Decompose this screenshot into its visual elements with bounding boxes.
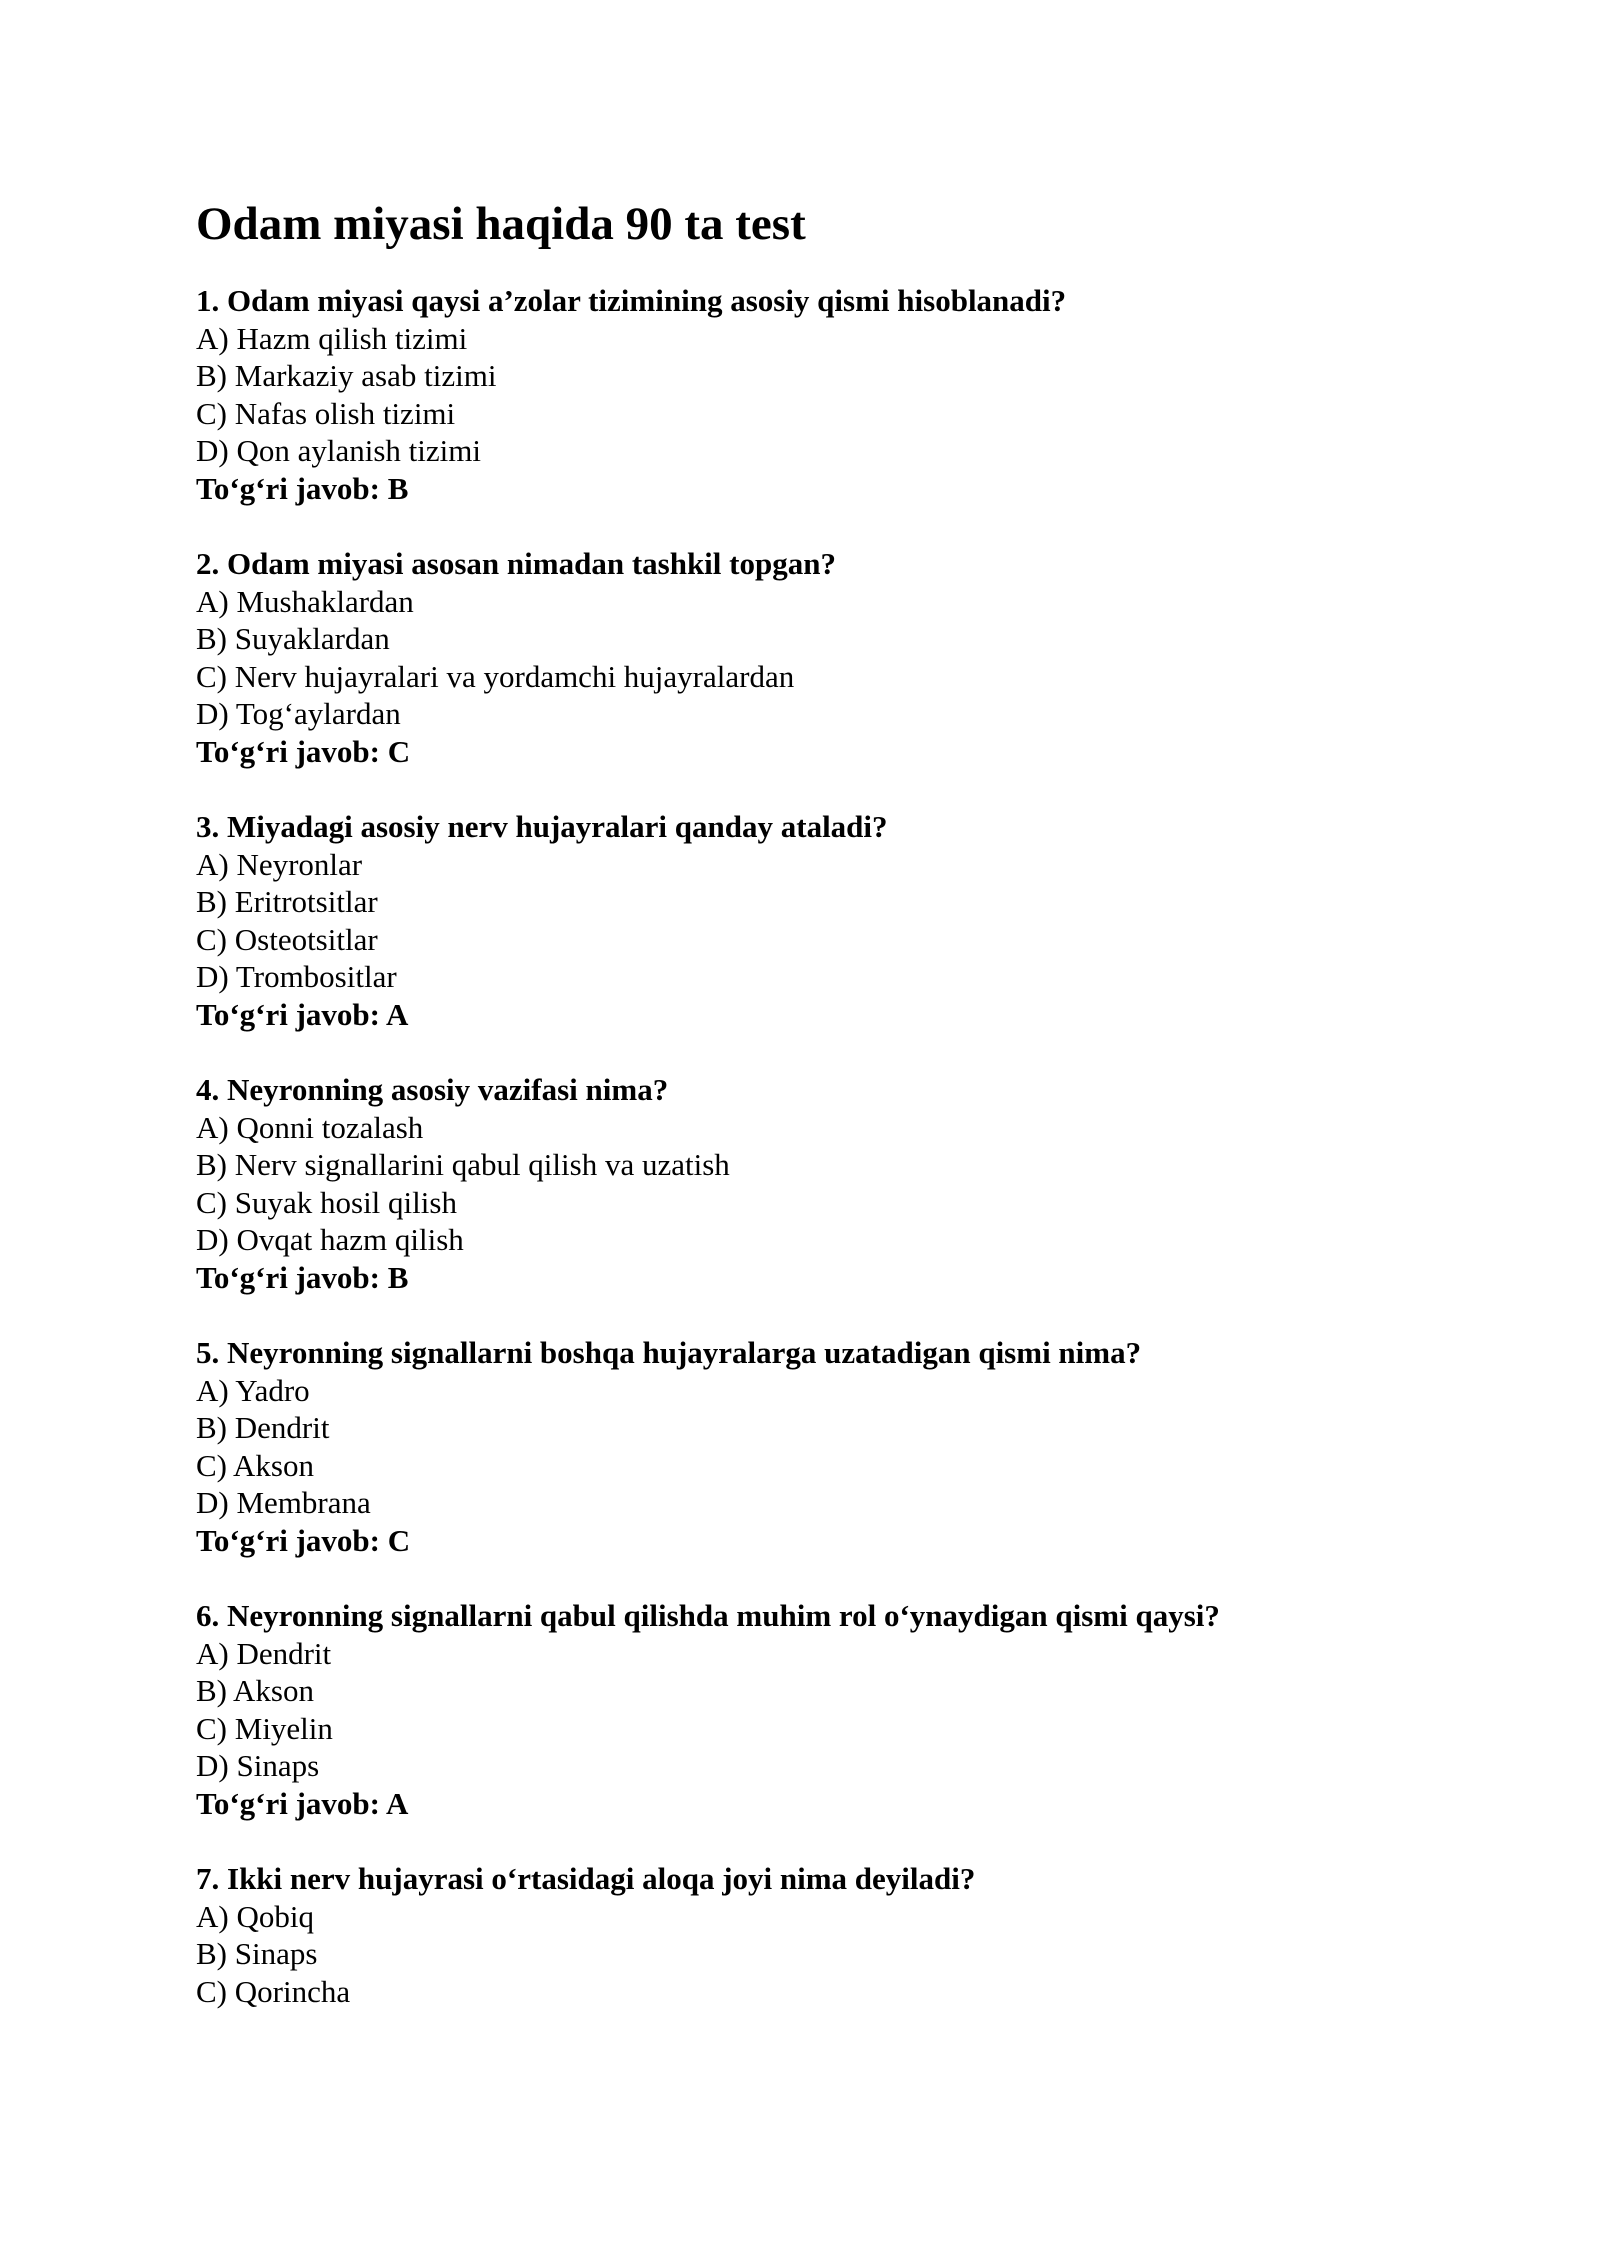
option-a: A) Neyronlar (196, 846, 363, 882)
option-a: A) Yadro (196, 1372, 310, 1408)
option-b: B) Nerv signallarini qabul qilish va uzatish (196, 1147, 730, 1182)
question-text: 4. Neyronning asosiy vazifasi nima? (196, 1072, 669, 1107)
correct-answer: To‘g‘ri javob: A (196, 996, 409, 1032)
correct-answer: To‘g‘ri javob: C (196, 1522, 411, 1558)
question-text: 5. Neyronning signallarni boshqa hujayralarga uzatadigan qismi nima? (196, 1335, 1142, 1370)
option-d: D) Tog‘aylardan (196, 696, 401, 731)
correct-answer: To‘g‘ri javob: C (196, 733, 411, 769)
option-c: C) Osteotsitlar (196, 921, 378, 957)
correct-answer: To‘g‘ri javob: A (196, 1785, 409, 1821)
question-1 (196, 282, 1436, 507)
option-d: D) Trombositlar (196, 959, 397, 994)
option-b: B) Markaziy asab tizimi (196, 358, 497, 393)
question-4 (196, 1071, 1436, 1296)
correct-answer: To‘g‘ri javob: B (196, 470, 409, 506)
option-a: A) Mushaklardan (196, 583, 414, 619)
question-5 (196, 1334, 1436, 1559)
document-title: Odam miyasi haqida 90 ta test (196, 198, 806, 250)
option-c: C) Akson (196, 1447, 314, 1483)
correct-answer: To‘g‘ri javob: B (196, 1259, 409, 1295)
option-c: C) Suyak hosil qilish (196, 1184, 457, 1220)
option-a: A) Dendrit (196, 1635, 332, 1671)
option-a: A) Qobiq (196, 1898, 314, 1934)
option-a: A) Qonni tozalash (196, 1109, 424, 1145)
question-6 (196, 1597, 1436, 1822)
question-3 (196, 808, 1436, 1033)
question-2 (196, 545, 1436, 770)
option-c: C) Nerv hujayralari va yordamchi hujayralardan (196, 658, 795, 694)
option-d: D) Ovqat hazm qilish (196, 1222, 464, 1257)
question-7 (196, 1860, 1436, 2010)
option-d: D) Membrana (196, 1485, 371, 1520)
option-c: C) Nafas olish tizimi (196, 395, 456, 431)
option-d: D) Sinaps (196, 1748, 320, 1783)
question-text: 2. Odam miyasi asosan nimadan tashkil topgan? (196, 546, 836, 581)
option-a: A) Hazm qilish tizimi (196, 320, 468, 356)
document-page (196, 196, 1436, 2048)
question-text: 6. Neyronning signallarni qabul qilishda muhim rol o‘ynaydigan qismi qaysi? (196, 1598, 1220, 1633)
option-c: C) Miyelin (196, 1710, 333, 1746)
option-b: B) Eritrotsitlar (196, 884, 378, 919)
question-text: 7. Ikki nerv hujayrasi o‘rtasidagi aloqa joyi nima deyiladi? (196, 1861, 976, 1896)
option-b: B) Akson (196, 1673, 314, 1708)
option-c: C) Qorincha (196, 1973, 351, 2009)
option-b: B) Suyaklardan (196, 621, 390, 656)
question-text: 3. Miyadagi asosiy nerv hujayralari qanday ataladi? (196, 809, 888, 844)
option-d: D) Qon aylanish tizimi (196, 433, 481, 468)
option-b: B) Dendrit (196, 1410, 330, 1445)
question-text: 1. Odam miyasi qaysi a’zolar tizimining asosiy qismi hisoblanadi? (196, 283, 1067, 318)
option-b: B) Sinaps (196, 1936, 318, 1971)
